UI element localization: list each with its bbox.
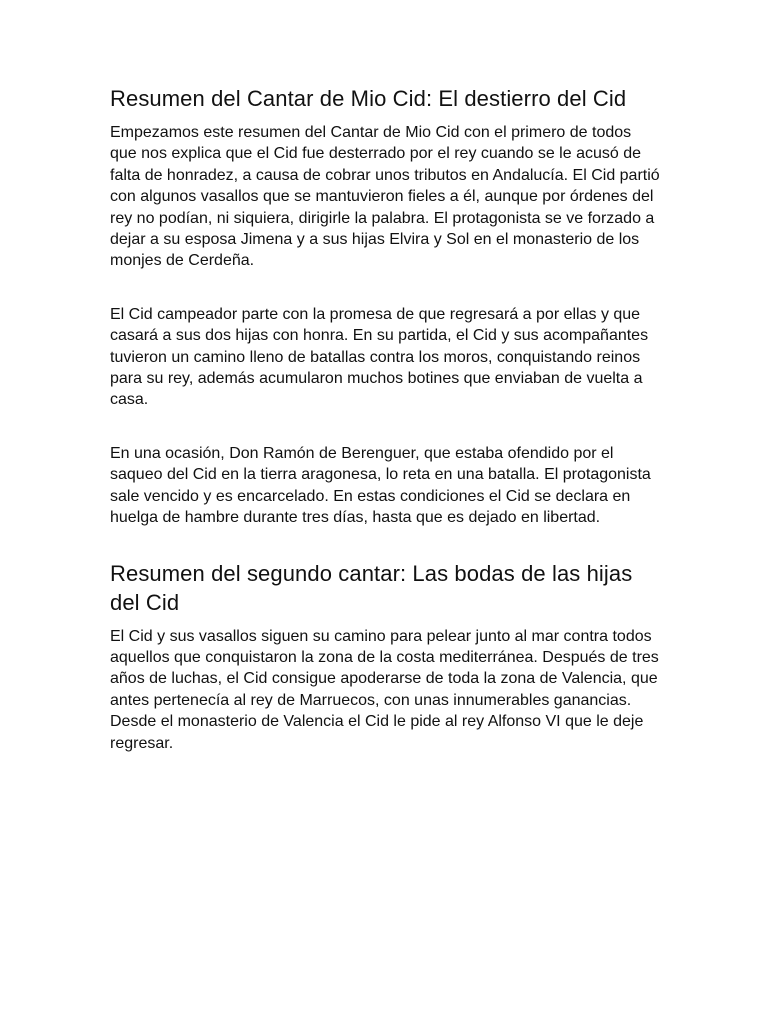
section-heading-bodas: Resumen del segundo cantar: Las bodas de las hijas del Cid [110, 560, 633, 615]
document-page [110, 84, 662, 754]
paragraph-destierro-intro: Empezamos este resumen del Cantar de Mio Cid con el primero de todos que nos explica que el Cid fue desterrado por el rey cuando se le acusó de falta de honradez, a causa de cobrar unos tributos en Andalucía. El Cid partió con algunos vasallos que se mantuvieron fieles a él, aunque por órdenes del rey no podían, ni siquiera, dirigirle la palabra. El protagonista se ve forzado a dejar a su esposa Jimena y a sus hijas Elvira y Sol en el monasterio de los monjes de Cerdeña. [110, 124, 660, 270]
paragraph-bodas-valencia: El Cid y sus vasallos siguen su camino para pelear junto al mar contra todos aquellos que conquistaron la zona de la costa mediterránea. Después de tres años de luchas, el Cid consigue apoderarse de toda la zona de Valencia, que antes pertenecía al rey de Marruecos, con unas innumerables ganancias. Desde el monasterio de Valencia el Cid le pide al rey Alfonso VI que le deje regresar. [110, 627, 659, 752]
paragraph-destierro-berenguer: En una ocasión, Don Ramón de Berenguer, que estaba ofendido por el saqueo del Cid en la tierra aragonesa, lo reta en una batalla. El protagonista sale vencido y es encarcelado. En estas condiciones el Cid se declara en huelga de hambre durante tres días, hasta que es dejado en libertad. [110, 444, 651, 527]
paragraph-destierro-campeador: El Cid campeador parte con la promesa de que regresará a por ellas y que casará a sus dos hijas con honra. En su partida, el Cid y sus acompañantes tuvieron un camino lleno de batallas contra los moros, conquistando reinos para su rey, además acumularon muchos botines que enviaban de vuelta a casa. [110, 305, 649, 409]
section-heading-destierro: Resumen del Cantar de Mio Cid: El destierro del Cid [110, 86, 627, 111]
